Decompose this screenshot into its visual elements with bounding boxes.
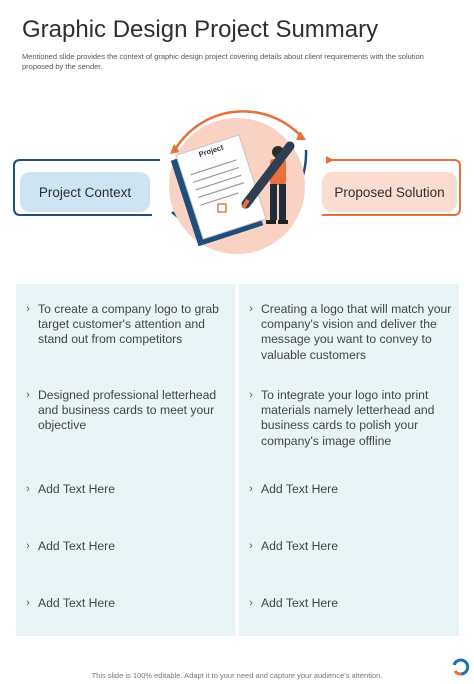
list-item: › Add Text Here bbox=[239, 482, 453, 497]
proposed-solution-panel bbox=[239, 284, 459, 636]
list-item: › To integrate your logo into print materials namely letterhead and business cards to polish your company's image offline bbox=[239, 388, 453, 449]
proposed-solution-box: Proposed Solution bbox=[322, 172, 457, 212]
list-item: › Add Text Here bbox=[16, 539, 229, 554]
list-item: › To create a company logo to grab target customer's attention and stand out from competitors bbox=[16, 302, 229, 348]
chevron-right-icon: › bbox=[26, 597, 30, 609]
chevron-right-icon: › bbox=[249, 597, 253, 609]
list-item: › Add Text Here bbox=[16, 596, 229, 611]
project-context-panel bbox=[16, 284, 235, 636]
list-item: › Add Text Here bbox=[239, 539, 453, 554]
chevron-right-icon: › bbox=[26, 389, 30, 401]
brand-logo-icon bbox=[451, 657, 471, 677]
list-item: › Add Text Here bbox=[239, 596, 453, 611]
chevron-right-icon: › bbox=[26, 540, 30, 552]
chevron-right-icon: › bbox=[26, 483, 30, 495]
list-item: › Designed professional letterhead and business cards to meet your objective bbox=[16, 388, 229, 434]
list-item: › Creating a logo that will match your company's vision and deliver the message you want to convey to valuable customers bbox=[239, 302, 453, 363]
page-title: Graphic Design Project Summary bbox=[22, 16, 379, 43]
chevron-right-icon: › bbox=[249, 540, 253, 552]
project-context-box: Project Context bbox=[20, 172, 150, 212]
footer-note: This slide is 100% editable. Adapt it to your need and capture your audience's attention. bbox=[91, 671, 383, 680]
chevron-right-icon: › bbox=[249, 389, 253, 401]
chevron-right-icon: › bbox=[249, 483, 253, 495]
document-label: Project bbox=[197, 142, 225, 160]
list-item: › Add Text Here bbox=[16, 482, 229, 497]
page-subtitle: Mentioned slide provides the context of graphic design project covering details about client requirements with the solution proposed by the sender. bbox=[22, 52, 424, 71]
chevron-right-icon: › bbox=[249, 303, 253, 315]
chevron-right-icon: › bbox=[26, 303, 30, 315]
